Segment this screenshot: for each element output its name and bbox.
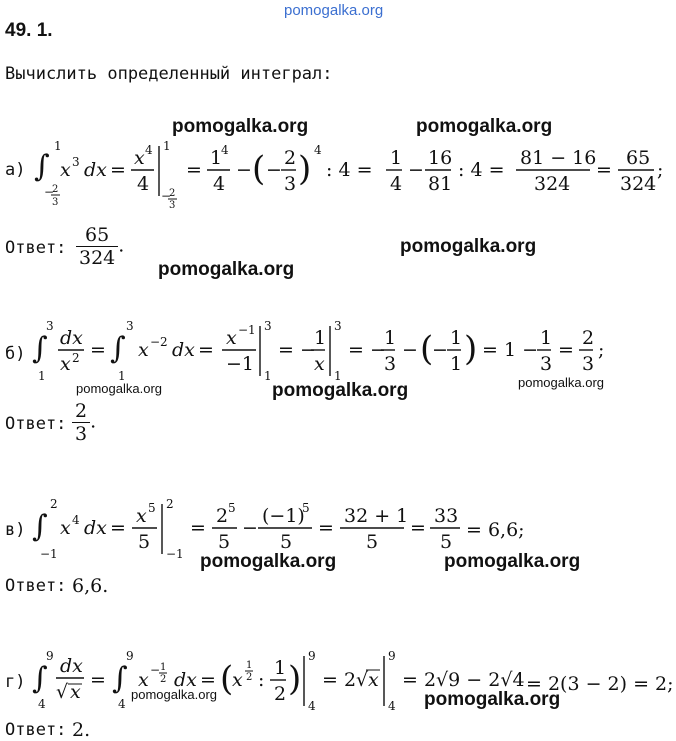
svg-text:5: 5	[440, 531, 453, 553]
svg-text:x: x	[60, 159, 71, 181]
svg-text:5: 5	[366, 531, 379, 553]
svg-text:x: x	[136, 505, 147, 527]
svg-text:2: 2	[72, 351, 80, 365]
answer-b-denominator: 3	[75, 423, 88, 445]
svg-text:3: 3	[126, 319, 134, 333]
svg-text:(: (	[220, 659, 234, 699]
svg-text:4: 4	[388, 699, 396, 713]
svg-text:=: =	[110, 159, 126, 181]
watermark: pomogalka.org	[424, 689, 561, 710]
answer-a-numerator: 65	[76, 224, 118, 247]
svg-text:dx: dx	[60, 655, 83, 677]
svg-text:9: 9	[126, 649, 134, 663]
svg-text:2: 2	[216, 505, 229, 527]
svg-text:4: 4	[38, 697, 46, 711]
svg-text:1: 1	[450, 327, 463, 349]
svg-text:dx: dx	[60, 327, 83, 349]
svg-text:3: 3	[334, 319, 342, 333]
svg-text:x: x	[70, 681, 81, 703]
result-v: = 6,6;	[466, 519, 525, 541]
svg-text:4: 4	[308, 699, 316, 713]
item-letter-v: в)	[5, 520, 26, 540]
svg-text:x: x	[134, 147, 145, 169]
svg-text:= −: = −	[348, 339, 386, 361]
svg-text:∫: ∫	[32, 661, 48, 696]
svg-text:−: −	[44, 185, 55, 199]
svg-text:√: √	[56, 681, 69, 703]
svg-text:x: x	[368, 669, 379, 691]
svg-text:4: 4	[314, 143, 322, 157]
item-letter-g: г)	[5, 672, 26, 692]
svg-text:1: 1	[246, 660, 253, 671]
svg-text:x: x	[138, 669, 149, 691]
svg-text:2: 2	[166, 497, 174, 511]
svg-text:(−1): (−1)	[262, 505, 305, 527]
svg-text:−: −	[161, 189, 172, 203]
watermark-small: pomogalka.org	[76, 381, 162, 396]
svg-text:1: 1	[163, 139, 171, 153]
svg-text:−1: −1	[226, 353, 255, 375]
svg-text:1: 1	[540, 327, 553, 349]
svg-text:x: x	[60, 517, 71, 539]
svg-text:1: 1	[160, 662, 167, 673]
svg-text:1: 1	[274, 657, 287, 679]
svg-text:5: 5	[138, 531, 151, 553]
answer-a: $\frac{65}{324}$ .	[76, 224, 124, 269]
svg-text:1: 1	[384, 327, 397, 349]
svg-text:65: 65	[626, 147, 651, 169]
watermark-small: pomogalka.org	[518, 375, 604, 390]
watermark: pomogalka.org	[416, 116, 553, 137]
svg-text:x: x	[232, 669, 243, 691]
svg-text:3: 3	[582, 353, 595, 375]
item-letter-a: а)	[5, 160, 26, 180]
svg-text:5: 5	[302, 501, 310, 515]
answer-b: $\frac{2}{3}$ .	[72, 400, 96, 445]
task-statement: Вычислить определенный интеграл:	[5, 64, 333, 84]
svg-text:4: 4	[213, 173, 226, 195]
svg-text:x: x	[138, 339, 149, 361]
svg-text:81 − 16: 81 − 16	[520, 147, 597, 169]
svg-text:2: 2	[160, 674, 167, 685]
svg-text:324: 324	[534, 173, 571, 195]
svg-text:−: −	[402, 339, 418, 361]
svg-text:5: 5	[228, 501, 236, 515]
svg-text:2: 2	[169, 188, 176, 199]
svg-text:= −: = −	[278, 339, 316, 361]
svg-text:9: 9	[308, 649, 316, 663]
watermark: pomogalka.org	[158, 259, 295, 280]
answer-label: Ответ:	[5, 238, 67, 258]
watermark-small: pomogalka.org	[131, 687, 217, 702]
svg-text:1: 1	[334, 369, 342, 383]
svg-text:3: 3	[284, 173, 297, 195]
answer-g: 2.	[72, 719, 91, 741]
svg-text:−: −	[408, 159, 424, 181]
svg-text:−: −	[150, 663, 161, 677]
svg-text:dx: dx	[172, 339, 195, 361]
svg-text:−1: −1	[238, 323, 256, 337]
svg-text:): )	[288, 659, 302, 699]
svg-text:33: 33	[434, 505, 459, 527]
svg-text:4: 4	[145, 143, 153, 157]
svg-text:−1: −1	[166, 547, 184, 561]
svg-text:=: =	[110, 517, 126, 539]
svg-text:81: 81	[428, 173, 453, 195]
svg-text:1: 1	[450, 353, 463, 375]
answer-v: 6,6.	[72, 575, 109, 597]
answer-label: Ответ:	[5, 414, 67, 434]
svg-text:=: =	[186, 159, 202, 181]
svg-text:−1: −1	[40, 547, 58, 561]
svg-text:−: −	[236, 159, 252, 181]
item-letter-b: б)	[5, 344, 26, 364]
svg-text:=: =	[90, 669, 106, 691]
svg-text:(: (	[420, 329, 434, 369]
svg-text:4: 4	[72, 513, 80, 527]
svg-text:∫: ∫	[32, 509, 48, 544]
exercise-number: 49. 1.	[5, 20, 53, 41]
svg-text:dx: dx	[84, 517, 107, 539]
svg-text:3: 3	[264, 319, 272, 333]
svg-text:−2: −2	[150, 335, 168, 349]
svg-text:∫: ∫	[32, 331, 48, 366]
svg-text:3: 3	[46, 319, 54, 333]
svg-text:2: 2	[582, 327, 595, 349]
svg-text:): )	[298, 149, 312, 189]
answer-a-denominator: 324	[79, 247, 116, 269]
svg-text:1: 1	[264, 369, 272, 383]
svg-text:=: =	[200, 669, 216, 691]
svg-text:4: 4	[118, 697, 126, 711]
svg-text:4: 4	[390, 173, 403, 195]
answer-b-numerator: 2	[72, 400, 90, 423]
svg-text:9: 9	[46, 649, 54, 663]
watermark-top: pomogalka.org	[284, 2, 384, 19]
watermark: pomogalka.org	[272, 380, 409, 401]
svg-text:∫: ∫	[110, 331, 126, 366]
svg-text:1: 1	[210, 147, 223, 169]
svg-text::: :	[258, 669, 265, 691]
svg-text:: 4 =: : 4 =	[458, 159, 505, 181]
svg-text:2: 2	[246, 672, 253, 683]
svg-text:=: =	[410, 517, 426, 539]
svg-text:1: 1	[38, 369, 46, 383]
svg-text:−: −	[242, 517, 258, 539]
svg-text:=: =	[318, 517, 334, 539]
answer-label: Ответ:	[5, 720, 67, 740]
svg-text:16: 16	[428, 147, 453, 169]
svg-text:2: 2	[52, 184, 59, 195]
watermark: pomogalka.org	[172, 116, 309, 137]
svg-text:): )	[464, 329, 478, 369]
svg-text:∫: ∫	[112, 661, 128, 696]
svg-text:3: 3	[540, 353, 553, 375]
svg-text:4: 4	[137, 173, 150, 195]
svg-text:5: 5	[218, 531, 231, 553]
watermark: pomogalka.org	[400, 236, 537, 257]
watermark: pomogalka.org	[444, 551, 581, 572]
svg-text:3: 3	[384, 353, 397, 375]
svg-text:−: −	[266, 159, 282, 181]
svg-text:32 + 1: 32 + 1	[344, 505, 409, 527]
svg-text:dx: dx	[174, 669, 197, 691]
svg-text:=: =	[198, 339, 214, 361]
svg-text:3: 3	[52, 197, 59, 208]
svg-text:1: 1	[54, 139, 62, 153]
svg-text:1: 1	[118, 369, 126, 383]
svg-text:= 2√: = 2√	[322, 669, 369, 691]
svg-text:= 2√9 − 2√4: = 2√9 − 2√4	[402, 669, 525, 691]
svg-text:dx: dx	[84, 159, 107, 181]
svg-text:∫: ∫	[34, 149, 50, 184]
svg-text:1: 1	[390, 147, 403, 169]
answer-label: Ответ:	[5, 576, 67, 596]
svg-text:3: 3	[72, 155, 80, 169]
svg-text:324: 324	[620, 173, 657, 195]
svg-text:2: 2	[50, 497, 58, 511]
svg-text:=: =	[90, 339, 106, 361]
svg-text:−: −	[432, 339, 448, 361]
svg-text:;: ;	[598, 339, 605, 361]
svg-text:x: x	[226, 327, 237, 349]
result-g: = 2(3 − 2) = 2;	[526, 673, 674, 695]
svg-text:x: x	[314, 353, 325, 375]
svg-text:: 4 =: : 4 =	[326, 159, 373, 181]
svg-text:5: 5	[280, 531, 293, 553]
svg-text:2: 2	[284, 147, 297, 169]
svg-text:2: 2	[274, 683, 287, 705]
watermark: pomogalka.org	[200, 551, 337, 572]
svg-text:=: =	[558, 339, 574, 361]
svg-text:(: (	[252, 149, 266, 189]
svg-text:= 1 −: = 1 −	[482, 339, 539, 361]
svg-text:9: 9	[388, 649, 396, 663]
formula-a	[30, 134, 670, 213]
svg-text:x: x	[60, 353, 71, 375]
svg-text:4: 4	[221, 143, 229, 157]
svg-text:=: =	[190, 517, 206, 539]
svg-text:1: 1	[314, 327, 327, 349]
svg-text:=: =	[596, 159, 612, 181]
svg-text:3: 3	[169, 200, 176, 211]
svg-text:5: 5	[148, 501, 156, 515]
svg-text:;: ;	[657, 159, 664, 181]
